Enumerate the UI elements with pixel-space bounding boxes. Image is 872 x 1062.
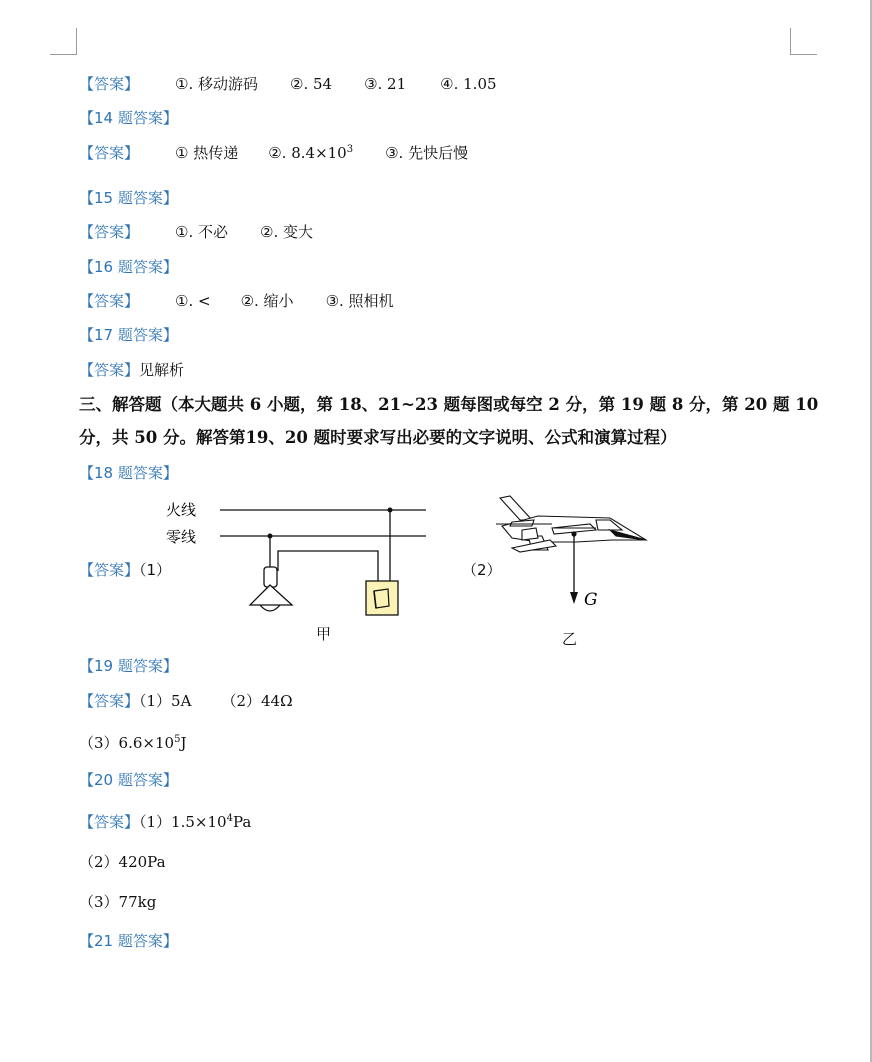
answer-18 — [79, 560, 171, 580]
question-17-heading: 【17 题答案】 — [79, 326, 178, 344]
answer-16-c: ③. 照相机 — [325, 292, 394, 310]
answer-15-a: ①. 不必 — [175, 223, 228, 241]
gravity-label: G — [584, 590, 598, 610]
answer-17-text: 见解析 — [139, 361, 185, 379]
answer-14-b: ②. $8.4\times 10^3$ — [268, 144, 354, 162]
answer-15 — [79, 222, 313, 242]
answer-13-a: ①. 移动游码 — [175, 75, 258, 93]
airplane-icon — [496, 496, 646, 552]
answer-19-a: （1）5A — [139, 692, 192, 710]
answer-17 — [79, 360, 184, 380]
answer-tag: 【答案】 — [79, 75, 140, 93]
answer-18-part2: （2） — [462, 561, 502, 579]
answer-19 — [79, 691, 293, 711]
answer-18-part1: （1） — [139, 561, 172, 579]
answer-tag: 【答案】 — [79, 813, 140, 831]
lamp-switch-wire — [278, 551, 378, 581]
gravity-arrowhead — [570, 592, 578, 604]
answer-16-b: ②. 缩小 — [240, 292, 294, 310]
answer-20-c: （3）77kg — [79, 893, 157, 911]
section-3-heading-line2: 分，共 50 分。解答第19、20 题时要求写出必要的文字说明、公式和演算过程） — [79, 428, 677, 447]
question-15-heading: 【15 题答案】 — [79, 189, 178, 207]
answer-16 — [79, 291, 394, 311]
question-14-heading: 【14 题答案】 — [79, 109, 178, 127]
answer-tag: 【答案】 — [79, 292, 140, 310]
answer-20-a: $(1)1.5\times 10^4Pa$ — [139, 813, 252, 831]
answer-14-c: ③. 先快后慢 — [385, 144, 469, 162]
answer-tag: 【答案】 — [79, 144, 140, 162]
answer-tag: 【答案】 — [79, 561, 140, 579]
answer-20 — [79, 812, 251, 832]
caption-yi: 乙 — [562, 630, 578, 648]
answer-19-c: $(3)6.6\times 10^5J$ — [79, 734, 187, 752]
question-19-heading: 【19 题答案】 — [79, 657, 178, 675]
question-18-heading: 【18 题答案】 — [79, 464, 178, 482]
answer-13-b: ②. 54 — [290, 75, 333, 93]
circuit-diagram — [160, 495, 440, 625]
answer-14 — [79, 143, 468, 163]
airplane-diagram — [492, 490, 652, 615]
answer-19-b: （2）44Ω — [221, 692, 293, 710]
neutral-wire-label: 零线 — [166, 528, 197, 546]
answer-tag: 【答案】 — [79, 361, 140, 379]
question-16-heading: 【16 题答案】 — [79, 258, 178, 276]
page-corner-mark-right — [790, 28, 817, 55]
answer-16-a: ①. < — [175, 292, 211, 310]
answer-13-c: ③. 21 — [364, 75, 407, 93]
answer-tag: 【答案】 — [79, 692, 140, 710]
section-3-heading-line1: 三、解答题（本大题共 6 小题，第 18、21~23 题每图或每空 2 分，第 19 题 8 分，第 20 题 10 — [79, 395, 819, 414]
question-20-heading: 【20 题答案】 — [79, 771, 178, 789]
answer-13-d: ④. 1.05 — [440, 75, 497, 93]
answer-14-a: ① 热传递 — [175, 144, 239, 162]
switch-icon — [366, 581, 398, 615]
lamp-icon — [250, 567, 292, 611]
caption-jia: 甲 — [316, 625, 332, 643]
fire-wire-label: 火线 — [166, 501, 197, 519]
answer-tag: 【答案】 — [79, 223, 140, 241]
question-21-heading: 【21 题答案】 — [79, 932, 178, 950]
answer-13 — [79, 74, 497, 94]
answer-15-b: ②. 变大 — [260, 223, 313, 241]
page-corner-mark-left — [50, 28, 77, 55]
answer-20-b: （2）420Pa — [79, 853, 166, 871]
